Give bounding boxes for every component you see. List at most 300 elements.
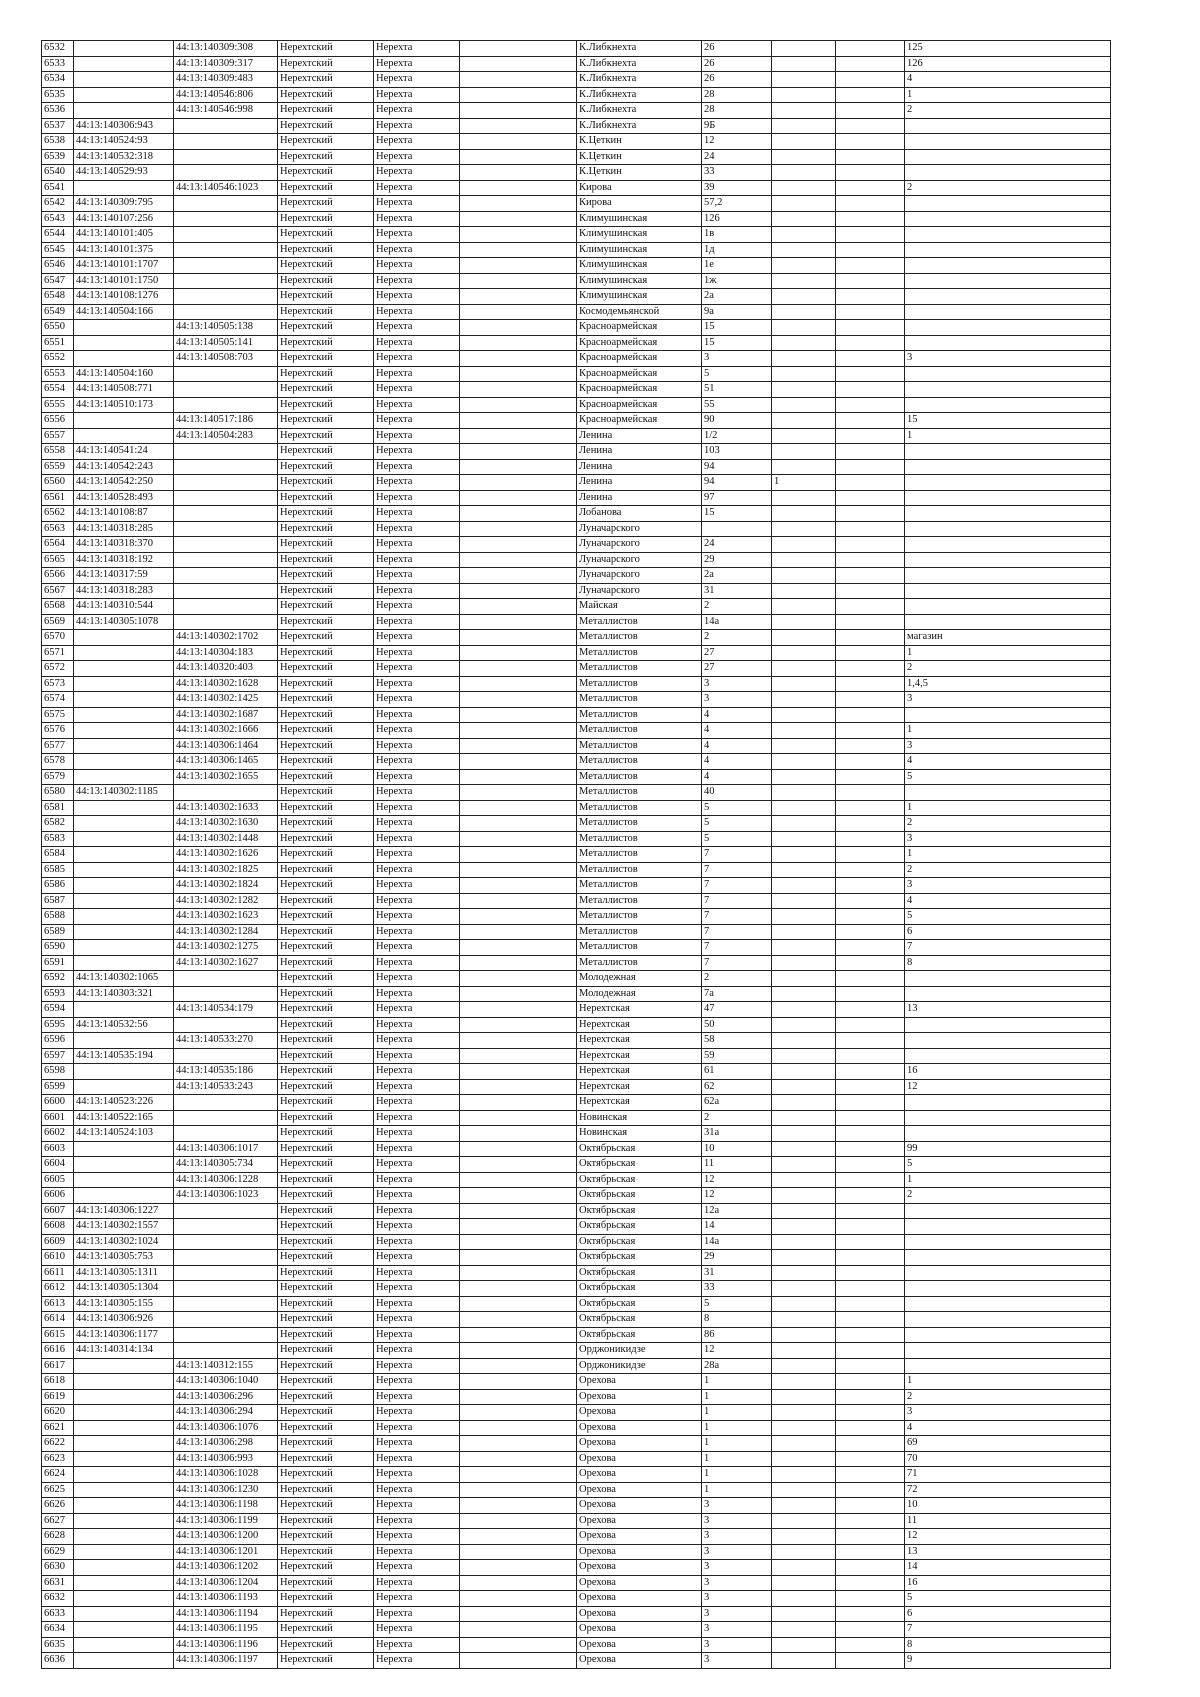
city-cell: Нерехта [374, 134, 460, 150]
street-cell: Металлистов [577, 816, 702, 832]
letter-cell [836, 1389, 905, 1405]
row-number-cell: 6560 [42, 475, 74, 491]
district-cell: Нерехтский [278, 180, 374, 196]
table-row [42, 1048, 1111, 1064]
table-row [42, 475, 1111, 491]
settlement-cell [460, 196, 577, 212]
building-cadastral-number-cell: 44:13:140318:370 [74, 537, 174, 553]
city-cell: Нерехта [374, 521, 460, 537]
building-cadastral-number-cell [74, 955, 174, 971]
table-row [42, 227, 1111, 243]
district-cell: Нерехтский [278, 366, 374, 382]
letter-cell [836, 351, 905, 367]
premises-cadastral-number-cell [174, 785, 278, 801]
house-number-cell: 24 [702, 537, 772, 553]
apartment-cell [905, 583, 1111, 599]
building-cadastral-number-cell [74, 909, 174, 925]
building-cell [772, 738, 836, 754]
house-number-cell: 39 [702, 180, 772, 196]
building-cell [772, 1591, 836, 1607]
settlement-cell [460, 630, 577, 646]
table-row [42, 134, 1111, 150]
city-cell: Нерехта [374, 475, 460, 491]
building-cell [772, 1529, 836, 1545]
premises-cadastral-number-cell: 44:13:140535:186 [174, 1064, 278, 1080]
house-number-cell: 57,2 [702, 196, 772, 212]
row-number-cell: 6569 [42, 614, 74, 630]
city-cell: Нерехта [374, 366, 460, 382]
premises-cadastral-number-cell: 44:13:140306:1023 [174, 1188, 278, 1204]
building-cell [772, 940, 836, 956]
building-cell [772, 537, 836, 553]
row-number-cell: 6551 [42, 335, 74, 351]
letter-cell [836, 1498, 905, 1514]
letter-cell [836, 103, 905, 119]
row-number-cell: 6538 [42, 134, 74, 150]
row-number-cell: 6609 [42, 1234, 74, 1250]
premises-cadastral-number-cell [174, 583, 278, 599]
building-cadastral-number-cell [74, 645, 174, 661]
premises-cadastral-number-cell [174, 211, 278, 227]
building-cadastral-number-cell [74, 1157, 174, 1173]
row-number-cell: 6600 [42, 1095, 74, 1111]
settlement-cell [460, 1606, 577, 1622]
letter-cell [836, 1079, 905, 1095]
table-row [42, 273, 1111, 289]
building-cell [772, 490, 836, 506]
table-row [42, 1250, 1111, 1266]
apartment-cell: 13 [905, 1544, 1111, 1560]
settlement-cell [460, 366, 577, 382]
building-cell [772, 1312, 836, 1328]
settlement-cell [460, 971, 577, 987]
street-cell: Металлистов [577, 661, 702, 677]
table-row [42, 320, 1111, 336]
premises-cadastral-number-cell [174, 1250, 278, 1266]
apartment-cell [905, 227, 1111, 243]
letter-cell [836, 1436, 905, 1452]
letter-cell [836, 831, 905, 847]
letter-cell [836, 1172, 905, 1188]
district-cell: Нерехтский [278, 1622, 374, 1638]
apartment-cell: 1 [905, 1172, 1111, 1188]
premises-cadastral-number-cell: 44:13:140534:179 [174, 1002, 278, 1018]
house-number-cell: 27 [702, 645, 772, 661]
building-cell [772, 1141, 836, 1157]
street-cell: Металлистов [577, 909, 702, 925]
premises-cadastral-number-cell: 44:13:140306:1465 [174, 754, 278, 770]
building-cadastral-number-cell: 44:13:140532:56 [74, 1017, 174, 1033]
table-row [42, 165, 1111, 181]
city-cell: Нерехта [374, 165, 460, 181]
apartment-cell [905, 335, 1111, 351]
building-cadastral-number-cell: 44:13:140309:795 [74, 196, 174, 212]
letter-cell [836, 583, 905, 599]
building-cadastral-number-cell: 44:13:140317:59 [74, 568, 174, 584]
building-cadastral-number-cell: 44:13:140305:1078 [74, 614, 174, 630]
building-cadastral-number-cell [74, 1606, 174, 1622]
building-cadastral-number-cell [74, 1064, 174, 1080]
district-cell: Нерехтский [278, 1544, 374, 1560]
premises-cadastral-number-cell: 44:13:140302:1825 [174, 862, 278, 878]
premises-cadastral-number-cell [174, 149, 278, 165]
row-number-cell: 6564 [42, 537, 74, 553]
letter-cell [836, 707, 905, 723]
apartment-cell: 3 [905, 738, 1111, 754]
letter-cell [836, 180, 905, 196]
street-cell: Луначарского [577, 583, 702, 599]
street-cell: Красноармейская [577, 335, 702, 351]
building-cadastral-number-cell: 44:13:140306:1227 [74, 1203, 174, 1219]
premises-cadastral-number-cell: 44:13:140309:317 [174, 56, 278, 72]
building-cadastral-number-cell: 44:13:140510:173 [74, 397, 174, 413]
building-cadastral-number-cell [74, 754, 174, 770]
letter-cell [836, 165, 905, 181]
city-cell: Нерехта [374, 1358, 460, 1374]
district-cell: Нерехтский [278, 568, 374, 584]
letter-cell [836, 490, 905, 506]
district-cell: Нерехтский [278, 940, 374, 956]
building-cadastral-number-cell [74, 1560, 174, 1576]
house-number-cell: 3 [702, 1622, 772, 1638]
apartment-cell [905, 149, 1111, 165]
building-cadastral-number-cell: 44:13:140542:250 [74, 475, 174, 491]
house-number-cell: 47 [702, 1002, 772, 1018]
city-cell: Нерехта [374, 537, 460, 553]
premises-cadastral-number-cell: 44:13:140302:1282 [174, 893, 278, 909]
letter-cell [836, 459, 905, 475]
street-cell: Орехова [577, 1575, 702, 1591]
district-cell: Нерехтский [278, 1203, 374, 1219]
premises-cadastral-number-cell: 44:13:140302:1275 [174, 940, 278, 956]
district-cell: Нерехтский [278, 1591, 374, 1607]
table-row [42, 1265, 1111, 1281]
premises-cadastral-number-cell: 44:13:140306:993 [174, 1451, 278, 1467]
city-cell: Нерехта [374, 1312, 460, 1328]
district-cell: Нерехтский [278, 1436, 374, 1452]
apartment-cell [905, 1203, 1111, 1219]
building-cadastral-number-cell [74, 1374, 174, 1390]
street-cell: Нерехтская [577, 1017, 702, 1033]
building-cadastral-number-cell: 44:13:140523:226 [74, 1095, 174, 1111]
house-number-cell: 59 [702, 1048, 772, 1064]
street-cell: Ленина [577, 444, 702, 460]
house-number-cell: 1 [702, 1482, 772, 1498]
apartment-cell [905, 242, 1111, 258]
apartment-cell [905, 599, 1111, 615]
apartment-cell [905, 165, 1111, 181]
apartment-cell: 1 [905, 847, 1111, 863]
district-cell: Нерехтский [278, 1498, 374, 1514]
row-number-cell: 6608 [42, 1219, 74, 1235]
row-number-cell: 6579 [42, 769, 74, 785]
table-row [42, 676, 1111, 692]
building-cadastral-number-cell [74, 1002, 174, 1018]
building-cell [772, 1095, 836, 1111]
table-row [42, 1312, 1111, 1328]
building-cadastral-number-cell [74, 1467, 174, 1483]
building-cell [772, 459, 836, 475]
apartment-cell: магазин [905, 630, 1111, 646]
letter-cell [836, 692, 905, 708]
settlement-cell [460, 940, 577, 956]
house-number-cell: 7 [702, 955, 772, 971]
letter-cell [836, 56, 905, 72]
city-cell: Нерехта [374, 1389, 460, 1405]
premises-cadastral-number-cell: 44:13:140306:1199 [174, 1513, 278, 1529]
apartment-cell [905, 1312, 1111, 1328]
district-cell: Нерехтский [278, 41, 374, 57]
city-cell: Нерехта [374, 56, 460, 72]
table-row [42, 1002, 1111, 1018]
district-cell: Нерехтский [278, 599, 374, 615]
building-cadastral-number-cell: 44:13:140524:103 [74, 1126, 174, 1142]
district-cell: Нерехтский [278, 1405, 374, 1421]
premises-cadastral-number-cell: 44:13:140306:1198 [174, 1498, 278, 1514]
row-number-cell: 6625 [42, 1482, 74, 1498]
building-cadastral-number-cell [74, 847, 174, 863]
district-cell: Нерехтский [278, 258, 374, 274]
apartment-cell: 3 [905, 831, 1111, 847]
city-cell: Нерехта [374, 1048, 460, 1064]
building-cell [772, 599, 836, 615]
apartment-cell [905, 1327, 1111, 1343]
table-row [42, 103, 1111, 119]
table-row [42, 56, 1111, 72]
house-number-cell: 1 [702, 1436, 772, 1452]
settlement-cell [460, 335, 577, 351]
settlement-cell [460, 1281, 577, 1297]
house-number-cell: 2 [702, 971, 772, 987]
row-number-cell: 6544 [42, 227, 74, 243]
building-cell [772, 1436, 836, 1452]
letter-cell [836, 1513, 905, 1529]
table-row [42, 413, 1111, 429]
settlement-cell [460, 1203, 577, 1219]
row-number-cell: 6574 [42, 692, 74, 708]
city-cell: Нерехта [374, 1157, 460, 1173]
house-number-cell: 1 [702, 1467, 772, 1483]
building-cell [772, 1389, 836, 1405]
settlement-cell [460, 1141, 577, 1157]
table-row [42, 242, 1111, 258]
building-cell [772, 149, 836, 165]
building-cell [772, 72, 836, 88]
district-cell: Нерехтский [278, 1219, 374, 1235]
apartment-cell: 8 [905, 955, 1111, 971]
city-cell: Нерехта [374, 614, 460, 630]
premises-cadastral-number-cell [174, 118, 278, 134]
building-cadastral-number-cell: 44:13:140302:1557 [74, 1219, 174, 1235]
settlement-cell [460, 552, 577, 568]
table-row [42, 351, 1111, 367]
row-number-cell: 6545 [42, 242, 74, 258]
district-cell: Нерехтский [278, 1064, 374, 1080]
street-cell: Орехова [577, 1389, 702, 1405]
district-cell: Нерехтский [278, 320, 374, 336]
street-cell: Октябрьская [577, 1188, 702, 1204]
apartment-cell [905, 1048, 1111, 1064]
apartment-cell [905, 537, 1111, 553]
building-cadastral-number-cell: 44:13:140541:24 [74, 444, 174, 460]
building-cadastral-number-cell: 44:13:140504:166 [74, 304, 174, 320]
street-cell: Новинская [577, 1110, 702, 1126]
table-row [42, 72, 1111, 88]
district-cell: Нерехтский [278, 537, 374, 553]
house-number-cell: 4 [702, 707, 772, 723]
street-cell: Орехова [577, 1560, 702, 1576]
apartment-cell: 69 [905, 1436, 1111, 1452]
building-cadastral-number-cell: 44:13:140302:1065 [74, 971, 174, 987]
city-cell: Нерехта [374, 87, 460, 103]
house-number-cell: 103 [702, 444, 772, 460]
apartment-cell: 3 [905, 878, 1111, 894]
settlement-cell [460, 521, 577, 537]
apartment-cell [905, 1219, 1111, 1235]
settlement-cell [460, 1622, 577, 1638]
building-cell [772, 1622, 836, 1638]
building-cadastral-number-cell [74, 1420, 174, 1436]
table-row [42, 289, 1111, 305]
letter-cell [836, 521, 905, 537]
city-cell: Нерехта [374, 1188, 460, 1204]
house-number-cell: 8 [702, 1312, 772, 1328]
row-number-cell: 6619 [42, 1389, 74, 1405]
apartment-cell: 8 [905, 1637, 1111, 1653]
district-cell: Нерехтский [278, 103, 374, 119]
street-cell: Орджоникидзе [577, 1343, 702, 1359]
row-number-cell: 6606 [42, 1188, 74, 1204]
table-row [42, 1079, 1111, 1095]
street-cell: К.Либкнехта [577, 87, 702, 103]
letter-cell [836, 428, 905, 444]
premises-cadastral-number-cell [174, 273, 278, 289]
premises-cadastral-number-cell: 44:13:140517:186 [174, 413, 278, 429]
street-cell: Металлистов [577, 645, 702, 661]
house-number-cell: 3 [702, 1498, 772, 1514]
table-row [42, 893, 1111, 909]
building-cadastral-number-cell: 44:13:140303:321 [74, 986, 174, 1002]
premises-cadastral-number-cell [174, 552, 278, 568]
apartment-cell [905, 1033, 1111, 1049]
street-cell: Октябрьская [577, 1234, 702, 1250]
table-row [42, 1095, 1111, 1111]
street-cell: Металлистов [577, 862, 702, 878]
letter-cell [836, 273, 905, 289]
table-row [42, 196, 1111, 212]
street-cell: Металлистов [577, 800, 702, 816]
city-cell: Нерехта [374, 1420, 460, 1436]
city-cell: Нерехта [374, 506, 460, 522]
row-number-cell: 6634 [42, 1622, 74, 1638]
street-cell: Луначарского [577, 552, 702, 568]
city-cell: Нерехта [374, 444, 460, 460]
row-number-cell: 6598 [42, 1064, 74, 1080]
table-row [42, 1637, 1111, 1653]
district-cell: Нерехтский [278, 211, 374, 227]
table-row [42, 1529, 1111, 1545]
district-cell: Нерехтский [278, 1529, 374, 1545]
table-row [42, 1653, 1111, 1669]
street-cell: Металлистов [577, 940, 702, 956]
city-cell: Нерехта [374, 1467, 460, 1483]
letter-cell [836, 769, 905, 785]
letter-cell [836, 475, 905, 491]
building-cell [772, 1374, 836, 1390]
house-number-cell: 9Б [702, 118, 772, 134]
apartment-cell [905, 552, 1111, 568]
apartment-cell [905, 1095, 1111, 1111]
district-cell: Нерехтский [278, 1358, 374, 1374]
table-row [42, 1358, 1111, 1374]
settlement-cell [460, 72, 577, 88]
premises-cadastral-number-cell [174, 1281, 278, 1297]
row-number-cell: 6611 [42, 1265, 74, 1281]
table-row [42, 1017, 1111, 1033]
table-row [42, 428, 1111, 444]
building-cadastral-number-cell [74, 1389, 174, 1405]
building-cadastral-number-cell: 44:13:140314:134 [74, 1343, 174, 1359]
street-cell: Орехова [577, 1451, 702, 1467]
city-cell: Нерехта [374, 738, 460, 754]
district-cell: Нерехтский [278, 1560, 374, 1576]
house-number-cell: 62 [702, 1079, 772, 1095]
building-cell [772, 1219, 836, 1235]
table-row [42, 444, 1111, 460]
settlement-cell [460, 87, 577, 103]
city-cell: Нерехта [374, 382, 460, 398]
building-cell [772, 924, 836, 940]
row-number-cell: 6562 [42, 506, 74, 522]
letter-cell [836, 1017, 905, 1033]
street-cell: Орехова [577, 1606, 702, 1622]
settlement-cell [460, 1374, 577, 1390]
building-cell [772, 1234, 836, 1250]
district-cell: Нерехтский [278, 490, 374, 506]
city-cell: Нерехта [374, 1482, 460, 1498]
apartment-cell [905, 289, 1111, 305]
table-row [42, 816, 1111, 832]
building-cell [772, 1079, 836, 1095]
apartment-cell: 15 [905, 413, 1111, 429]
house-number-cell: 7 [702, 893, 772, 909]
settlement-cell [460, 1157, 577, 1173]
premises-cadastral-number-cell [174, 289, 278, 305]
row-number-cell: 6631 [42, 1575, 74, 1591]
building-cadastral-number-cell: 44:13:140108:1276 [74, 289, 174, 305]
house-number-cell: 14а [702, 614, 772, 630]
district-cell: Нерехтский [278, 134, 374, 150]
apartment-cell: 16 [905, 1064, 1111, 1080]
house-number-cell: 12 [702, 1188, 772, 1204]
apartment-cell: 1 [905, 645, 1111, 661]
street-cell: Металлистов [577, 785, 702, 801]
house-number-cell: 1д [702, 242, 772, 258]
property-registry-table [41, 40, 1111, 1669]
district-cell: Нерехтский [278, 955, 374, 971]
letter-cell [836, 1110, 905, 1126]
premises-cadastral-number-cell: 44:13:140302:1284 [174, 924, 278, 940]
building-cadastral-number-cell: 44:13:140302:1024 [74, 1234, 174, 1250]
house-number-cell: 31 [702, 583, 772, 599]
building-cell [772, 847, 836, 863]
building-cell [772, 1544, 836, 1560]
premises-cadastral-number-cell [174, 304, 278, 320]
apartment-cell: 4 [905, 1420, 1111, 1436]
premises-cadastral-number-cell [174, 475, 278, 491]
apartment-cell: 70 [905, 1451, 1111, 1467]
street-cell: Металлистов [577, 754, 702, 770]
